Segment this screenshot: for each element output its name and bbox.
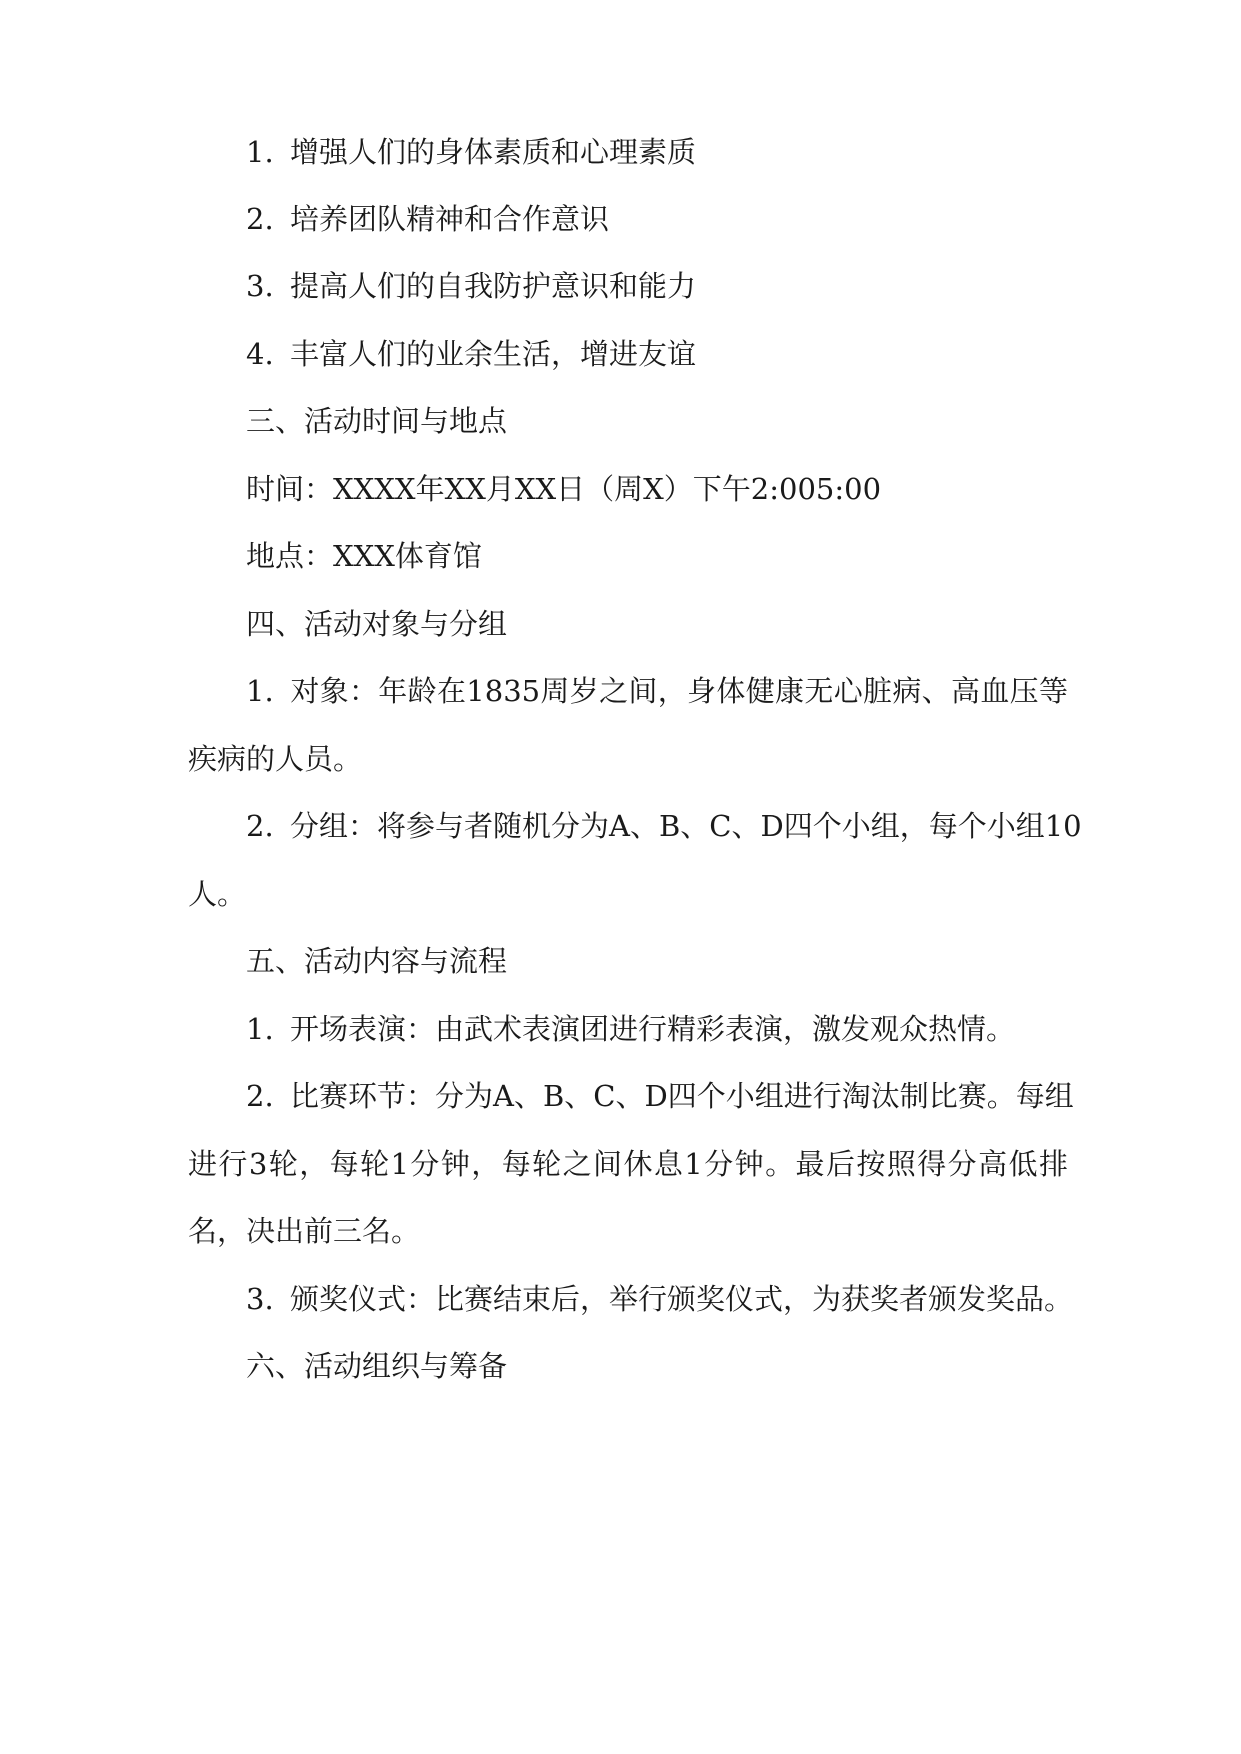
goal-item-4 — [246, 334, 1076, 374]
goal-item-1 — [246, 132, 1076, 172]
competition-line-2: 进行3轮，每轮1分钟，每轮之间休息1分钟。最后按照得分高低排 — [188, 1147, 1068, 1181]
opening-performance — [246, 1009, 1076, 1049]
item-text: 开场表演：由武术表演团进行精彩表演，激发观众热情。 — [290, 1012, 1016, 1046]
grouping-line-1 — [246, 806, 1082, 846]
item-text: 分组：将参与者随机分为A、B、C、D四个小组，每个小组10 — [290, 809, 1082, 843]
goal-number: 1. — [246, 135, 274, 169]
item-text: 对象：年龄在1835周岁之间，身体健康无心脏病、高血压等 — [290, 674, 1068, 708]
competition-line-1 — [246, 1076, 1074, 1116]
goal-number: 2. — [246, 202, 274, 236]
participants-line-2: 疾病的人员。 — [188, 742, 363, 776]
competition-line-3: 名，决出前三名。 — [188, 1214, 421, 1248]
activity-place: 地点：XXX体育馆 — [246, 539, 482, 573]
item-text: 颁奖仪式：比赛结束后，举行颁奖仪式，为获奖者颁发奖品。 — [290, 1282, 1074, 1316]
item-number: 1. — [246, 674, 274, 708]
section-heading-4: 四、活动对象与分组 — [246, 607, 508, 641]
goal-text: 增强人们的身体素质和心理素质 — [290, 135, 697, 169]
item-number: 2. — [246, 1079, 274, 1113]
goal-item-2 — [246, 199, 1076, 239]
section-heading-6: 六、活动组织与筹备 — [246, 1349, 508, 1383]
goal-text: 培养团队精神和合作意识 — [290, 202, 610, 236]
item-number: 1. — [246, 1012, 274, 1046]
award-ceremony — [246, 1279, 1076, 1319]
participants-line-1 — [246, 671, 1068, 711]
item-number: 2. — [246, 809, 274, 843]
goal-item-3 — [246, 266, 1076, 306]
goal-number: 4. — [246, 337, 274, 371]
section-heading-3: 三、活动时间与地点 — [246, 404, 508, 438]
goal-text: 提高人们的自我防护意识和能力 — [290, 269, 697, 303]
item-text: 比赛环节：分为A、B、C、D四个小组进行淘汰制比赛。每组 — [290, 1079, 1074, 1113]
goal-text: 丰富人们的业余生活，增进友谊 — [290, 337, 697, 371]
section-heading-5: 五、活动内容与流程 — [246, 944, 508, 978]
activity-time: 时间：XXXX年XX月XX日（周X）下午2:005:00 — [246, 472, 882, 506]
grouping-line-2: 人。 — [188, 877, 247, 911]
goal-number: 3. — [246, 269, 274, 303]
item-number: 3. — [246, 1282, 274, 1316]
